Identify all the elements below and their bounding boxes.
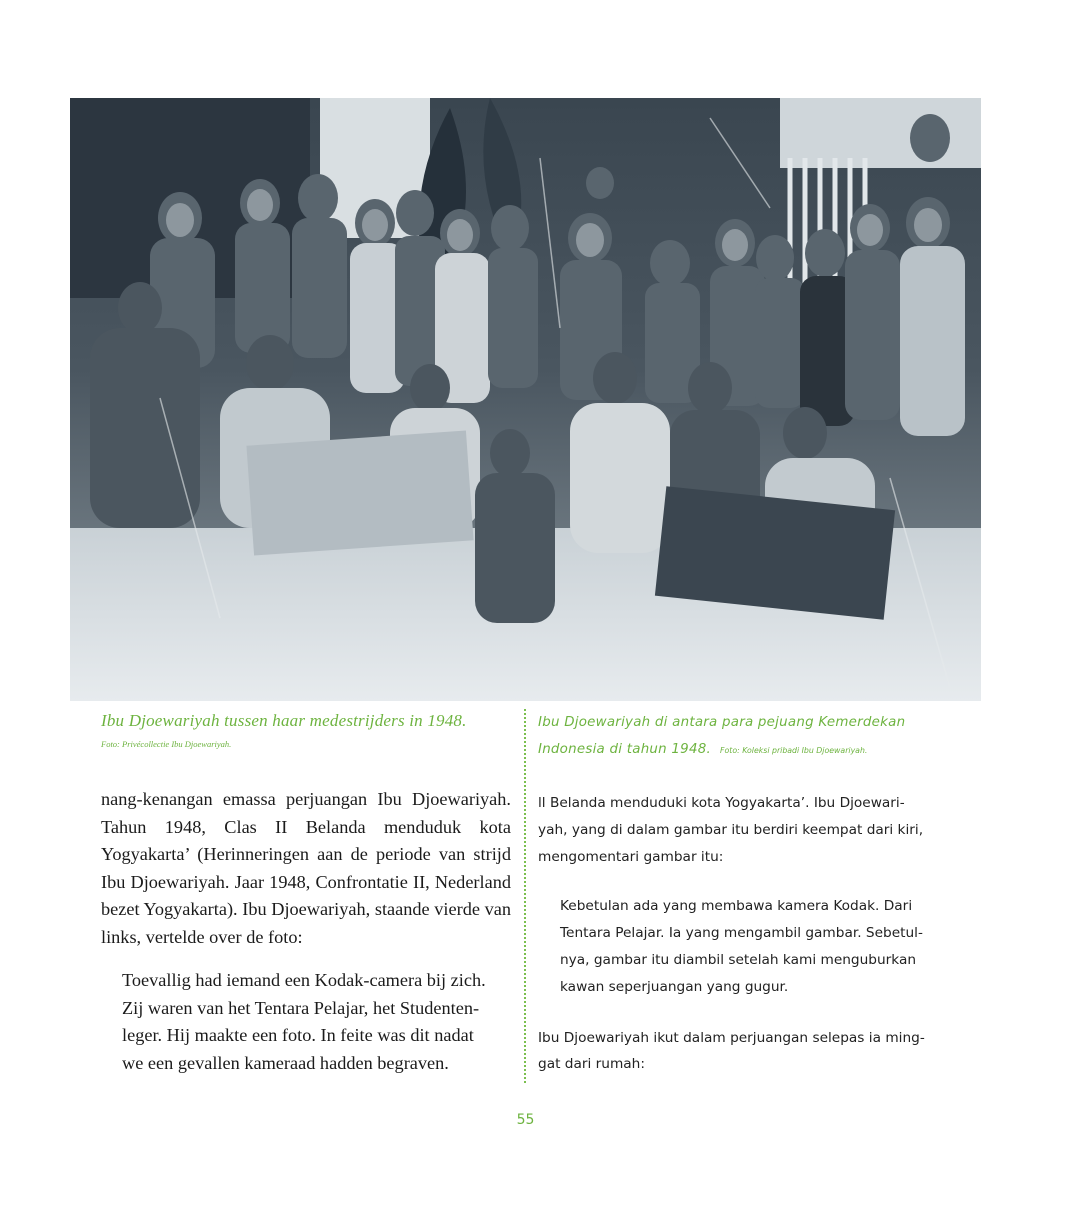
page-number: 55 (516, 1112, 535, 1128)
dutch-quote-line: Toevallig had iemand een Kodak-camera bij zich. (122, 970, 486, 990)
column-divider (524, 709, 526, 1083)
caption-dutch-credit: Foto: Privécollectie Ibu Djoewariyah. (101, 739, 232, 749)
indonesian-quote-line: nya, gambar itu diambil setelah kami menguburkan (560, 951, 917, 968)
dutch-paragraph: nang-kenangan emassa perjuangan Ibu Djoewariyah. Tahun 1948, Clas II Belanda menduduk kota Yogyakarta’ (Herinneringen aan de periode van strijd Ibu Djoewariyah. Jaar 1948, Confrontatie II, Nederland bezet Yogyakarta). Ibu Djoewariyah, staande vierde van links, vertelde over de foto: (101, 789, 511, 947)
indonesian-quote-line: Kebetulan ada yang membawa kamera Kodak. Dari (560, 898, 913, 915)
indonesian-quote-line: Tentara Pelajar. Ia yang mengambil gambar. Sebetul- (560, 925, 923, 942)
dutch-text-column (101, 786, 511, 1077)
indonesian-quote (538, 893, 953, 1000)
indonesian-closing-paragraph (538, 1025, 953, 1079)
dutch-quote-line: Zij waren van het Tentara Pelajar, het Studenten- (122, 997, 480, 1018)
indonesian-closing-line: gat dari rumah: (538, 1056, 645, 1073)
photo-illustration (70, 98, 981, 701)
indonesian-paragraph-line: ll Belanda menduduki kota Yogyakarta’. Ibu Djoewari- (538, 795, 905, 811)
caption-indonesian-line-2 (538, 736, 958, 764)
caption-indonesian-line-2-text: Indonesia di tahun 1948. (538, 742, 711, 757)
dutch-quote-line: we een gevallen kameraad hadden begraven. (122, 1052, 449, 1073)
indonesian-closing-line: Ibu Djoewariyah ikut dalam perjuangan selepas ia ming- (538, 1029, 925, 1046)
caption-dutch (101, 709, 506, 751)
historical-group-photo (70, 98, 981, 701)
caption-indonesian (538, 709, 958, 764)
indonesian-text-column (538, 790, 953, 1078)
caption-indonesian-credit: Foto: Koleksi pribadi Ibu Djoewariyah. (720, 746, 868, 755)
dutch-quote (101, 967, 511, 1077)
indonesian-paragraph-line: yah, yang di dalam gambar itu berdiri keempat dari kiri, (538, 821, 924, 838)
caption-indonesian-line-1: Ibu Djoewariyah di antara para pejuang Kemerdekan (538, 715, 906, 730)
indonesian-paragraph (538, 790, 953, 870)
caption-dutch-text: Ibu Djoewariyah tussen haar medestrijders in 1948. (101, 711, 467, 730)
dutch-quote-line: leger. Hij maakte een foto. In feite was dit nadat (122, 1025, 474, 1045)
indonesian-paragraph-line: mengomentari gambar itu: (538, 848, 724, 865)
indonesian-quote-line: kawan seperjuangan yang gugur. (560, 978, 789, 995)
